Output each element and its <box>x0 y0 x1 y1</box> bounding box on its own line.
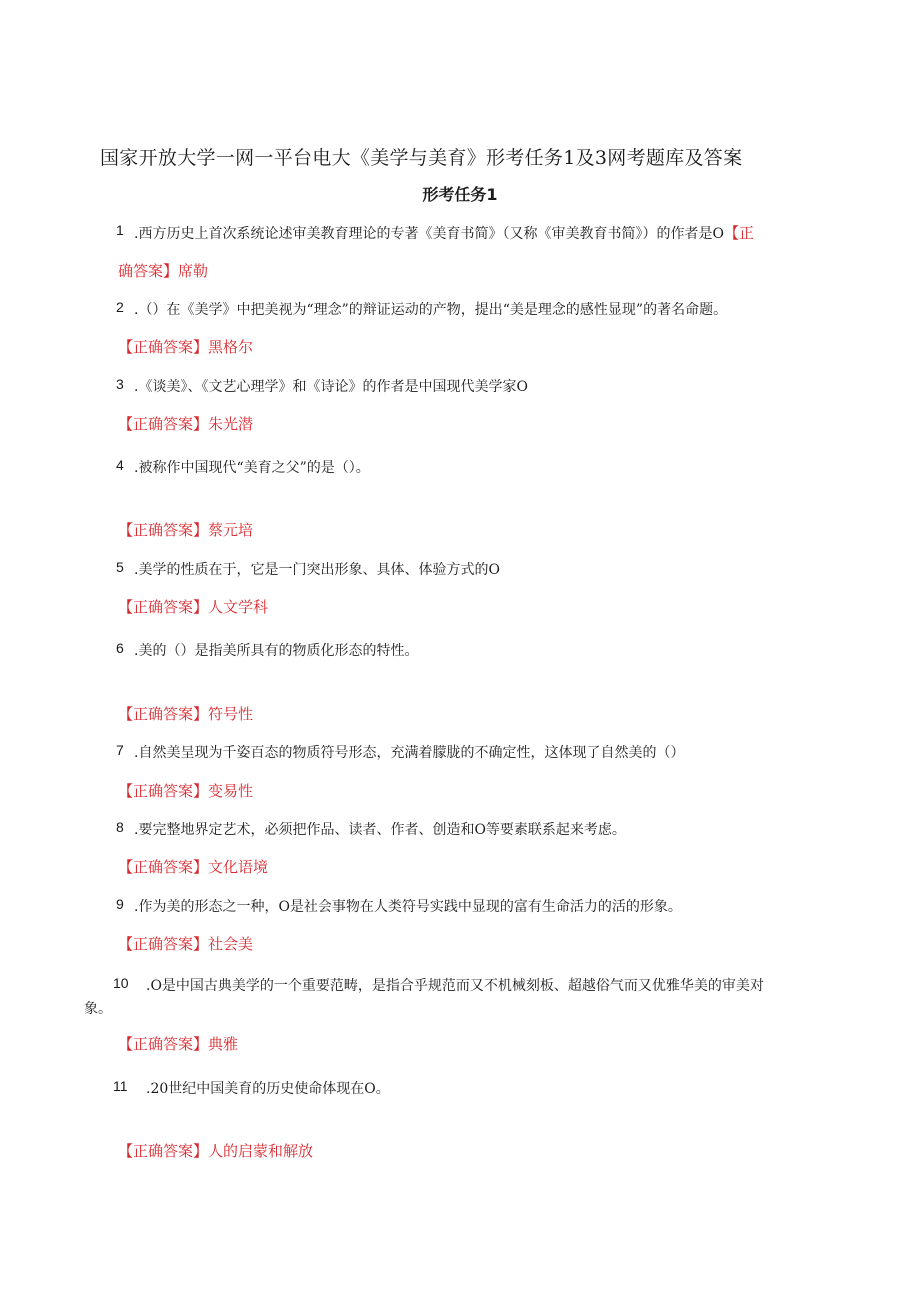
answer-9 <box>118 933 253 954</box>
question-10-continuation: 象。 <box>84 1001 112 1017</box>
answer-text: 社会美 <box>208 935 254 953</box>
answer-8 <box>118 856 268 877</box>
question-text: .美学的性质在于，它是一门突出形象、具体、体验方式的O <box>134 562 500 578</box>
question-text: .被称作中国现代“美育之父”的是（）。 <box>134 460 370 476</box>
answer-text: 席勒 <box>178 262 209 280</box>
question-number: 9 <box>116 896 124 912</box>
answer-text: 文化语境 <box>208 858 269 876</box>
question-number: 11 <box>113 1078 128 1094</box>
answer-label-end: 确答案】 <box>118 262 179 280</box>
question-number: 8 <box>116 819 124 835</box>
question-text: .20世纪中国美育的历史使命体现在O。 <box>146 1081 390 1097</box>
answer-4 <box>118 519 253 540</box>
question-text: .自然美呈现为千姿百态的物质符号形态，充满着朦胧的不确定性，这体现了自然美的（） <box>134 745 685 761</box>
question-number: 2 <box>116 299 124 315</box>
question-text: .西方历史上首次系统论述审美教育理论的专著《美育书简》（又称《审美教育书简》）的作者是O <box>134 226 724 242</box>
answer-label: 【正确答案】 <box>118 338 209 356</box>
answer-text: 人的启蒙和解放 <box>208 1142 314 1160</box>
answer-7 <box>118 780 253 801</box>
answer-5 <box>118 596 268 617</box>
answer-label: 【正确答案】 <box>118 935 209 953</box>
answer-text: 蔡元培 <box>208 521 254 539</box>
question-number: 3 <box>116 376 124 392</box>
answer-2 <box>118 336 253 357</box>
answer-text: 朱光潜 <box>208 415 254 433</box>
answer-3 <box>118 413 253 434</box>
question-text: .要完整地界定艺术，必须把作品、读者、作者、创造和O等要素联系起来考虑。 <box>134 822 626 838</box>
answer-label: 【正确答案】 <box>118 1142 209 1160</box>
question-text: .美的（）是指美所具有的物质化形态的特性。 <box>134 643 419 659</box>
question-text: .O是中国古典美学的一个重要范畴，是指合乎规范而又不机械刻板、超越俗气而又优雅华美的审美对 <box>146 978 764 994</box>
question-text: .（）在《美学》中把美视为“理念”的辩证运动的产物，提出“美是理念的感性显现”的著名命题。 <box>134 302 728 318</box>
answer-text: 符号性 <box>208 705 254 723</box>
question-number: 7 <box>116 742 124 758</box>
answer-10 <box>118 1033 238 1054</box>
question-text: .作为美的形态之一种，O是社会事物在人类符号实践中显现的富有生命活力的活的形象。 <box>134 899 682 915</box>
answer-label: 【正确答案】 <box>118 705 209 723</box>
document-title: 国家开放大学一网一平台电大《美学与美育》形考任务1及3网考题库及答案 <box>100 147 743 169</box>
question-number: 10 <box>113 975 129 991</box>
answer-label: 【正确答案】 <box>118 858 209 876</box>
answer-label: 【正确答案】 <box>118 521 209 539</box>
answer-text: 变易性 <box>208 782 254 800</box>
question-text: .《谈美》、《文艺心理学》和《诗论》的作者是中国现代美学家O <box>134 379 528 395</box>
question-number: 6 <box>116 640 124 656</box>
question-number: 4 <box>116 457 124 473</box>
answer-label: 【正确答案】 <box>118 782 209 800</box>
answer-text: 典雅 <box>208 1035 239 1053</box>
answer-6 <box>118 703 253 724</box>
section-title: 形考任务1 <box>422 185 498 204</box>
answer-label-start: 【正 <box>723 224 754 242</box>
answer-text: 黑格尔 <box>208 338 254 356</box>
question-number: 1 <box>116 222 124 238</box>
answer-label: 【正确答案】 <box>118 598 209 616</box>
answer-text: 人文学科 <box>208 598 269 616</box>
answer-label: 【正确答案】 <box>118 1035 209 1053</box>
answer-1 <box>118 260 208 281</box>
question-number: 5 <box>116 559 124 575</box>
answer-11 <box>118 1140 313 1161</box>
answer-label: 【正确答案】 <box>118 415 209 433</box>
